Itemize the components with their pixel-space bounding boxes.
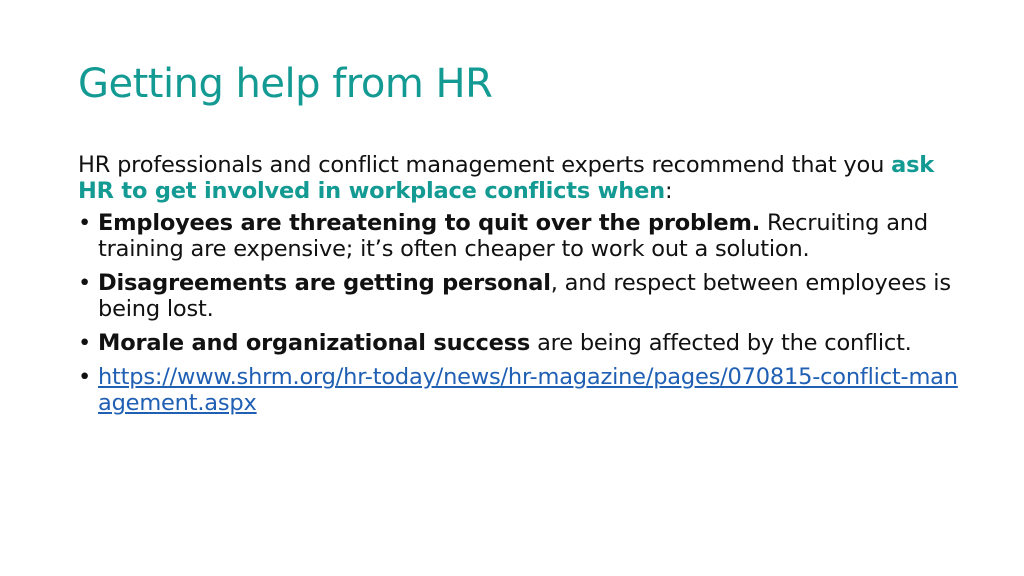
bullet-list	[78, 210, 958, 416]
bullet-dot-icon: •	[78, 270, 92, 296]
list-item	[78, 210, 958, 262]
bullet-dot-icon: •	[78, 210, 92, 236]
bullet-rest-text: Recruiting and training are expensive; it’s often cheaper to work out a solution.	[98, 210, 928, 262]
intro-lead: HR professionals and conflict management experts recommend that you	[78, 152, 892, 178]
list-item	[78, 364, 958, 416]
reference-link[interactable]: https://www.shrm.org/hr-today/news/hr-magazine/pages/070815-conflict-management.aspx	[98, 364, 958, 416]
bullet-strong-text: Employees are threatening to quit over the problem.	[98, 210, 761, 236]
intro-tail: :	[664, 178, 673, 204]
bullet-strong-text: Disagreements are getting personal	[98, 270, 551, 296]
slide-body	[78, 152, 958, 424]
bullet-rest-text: are being affected by the conflict.	[530, 330, 912, 356]
list-item	[78, 270, 958, 322]
slide-title: Getting help from HR	[78, 61, 493, 107]
list-item	[78, 330, 958, 356]
bullet-dot-icon: •	[78, 330, 92, 356]
bullet-dot-icon: •	[78, 364, 92, 390]
intro-paragraph	[78, 152, 958, 204]
intro-highlight: ask HR to get involved in workplace conflicts when	[78, 152, 935, 204]
bullet-strong-text: Morale and organizational success	[98, 330, 531, 356]
bullet-rest-text: , and respect between employees is being lost.	[98, 270, 951, 322]
